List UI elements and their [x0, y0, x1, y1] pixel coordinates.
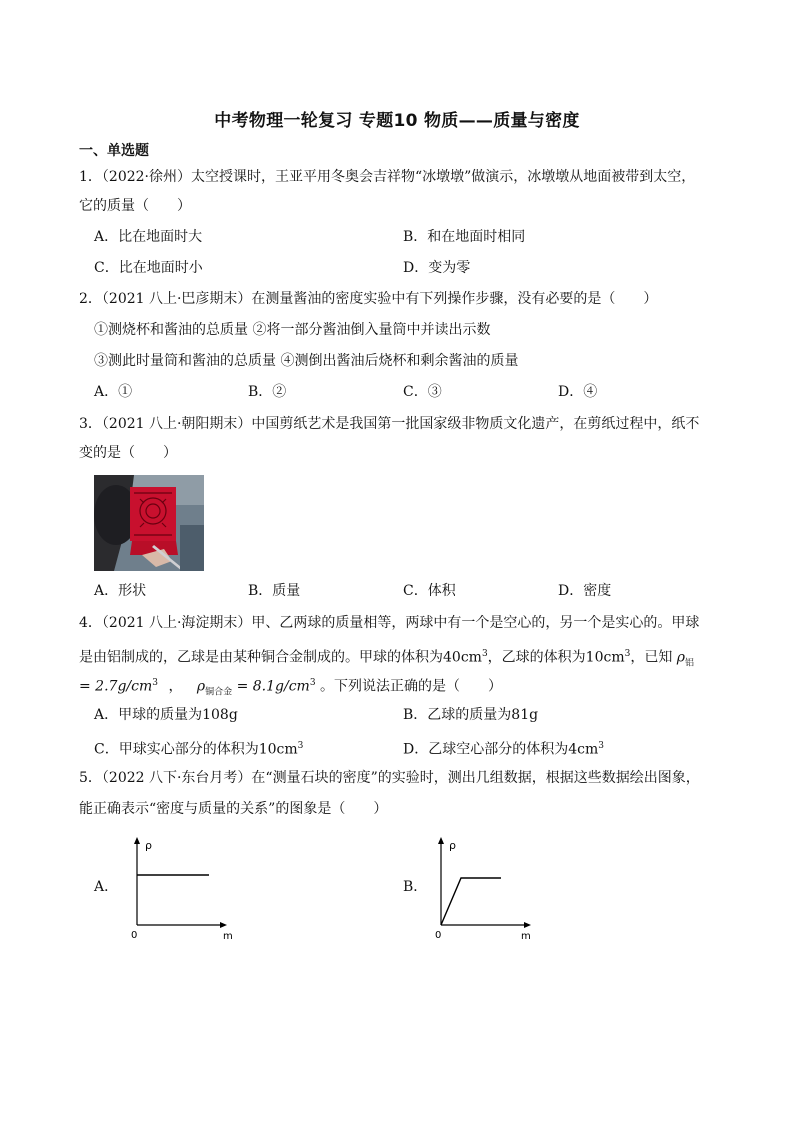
q4-option-c[interactable]	[94, 736, 303, 760]
q4-option-d-sup: 3	[598, 741, 604, 751]
q1-stem-line2: 它的质量（ ）	[79, 198, 191, 214]
q3-option-d[interactable]: D．密度	[558, 583, 612, 599]
x-axis-label: m	[521, 931, 531, 942]
q5-stem-line1: 5．（2022 八下·东台月考）在“测量石块的密度”的实验时，测出几组数据，根据这些数据绘出图象，	[79, 770, 700, 786]
q4-stem-line2	[79, 644, 719, 673]
x-axis-arrow	[524, 922, 531, 928]
q1-option-c[interactable]: C．比在地面时小	[94, 260, 203, 276]
q4-eq1: = 2.7g/cm	[79, 678, 153, 695]
q4-stem-line3: = $2.7g/cm^3$ ， $\rho_{铜合金} = 8.1g/cm^3$ 。下列说法正确的是（ ）	[79, 678, 503, 698]
q4-rho-al: ρ	[676, 649, 686, 666]
q3-option-a[interactable]: A．形状	[94, 583, 147, 599]
y-axis-arrow	[134, 837, 140, 844]
q3-option-c[interactable]: C．体积	[403, 583, 456, 599]
q4-option-c-sup: 3	[297, 741, 304, 751]
q4-option-d-text: D．乙球空心部分的体积为4cm	[403, 741, 599, 758]
y-axis-label: ρ	[449, 839, 456, 852]
q1-stem-line1: 1．（2022·徐州）太空授课时，王亚平用冬奥会吉祥物“冰墩墩”做演示，冰墩墩从地面被带到太空，	[79, 169, 696, 185]
q3-stem-line1: 3．（2021 八上·朝阳期末）中国剪纸艺术是我国第一批国家级非物质文化遗产，在剪纸过程中，纸不	[79, 416, 700, 432]
origin-label: 0	[435, 930, 442, 941]
q1-option-a[interactable]: A．比在地面时大	[94, 229, 203, 245]
y-axis-arrow	[438, 837, 444, 844]
paper-cutting-illustration	[94, 475, 204, 571]
q2-option-a[interactable]: A．①	[94, 384, 133, 400]
q2-stem-line1: 2．（2021 八上·巴彦期末）在测量酱油的密度实验中有下列操作步骤，没有必要的是（ ）	[79, 291, 658, 307]
q4-option-b[interactable]: B．乙球的质量为81g	[403, 707, 539, 723]
q4-sub-al: 铝	[685, 658, 695, 669]
origin-label: 0	[131, 930, 138, 941]
x-axis-arrow	[220, 922, 227, 928]
q1-option-b[interactable]: B．和在地面时相同	[403, 229, 526, 245]
q5-option-a-label[interactable]: A．	[94, 879, 119, 895]
q4-text-a: 是由铝制成的，乙球是由某种铜合金制成的。甲球的体积为40cm	[79, 649, 482, 666]
q4-text-c: ，已知	[630, 649, 673, 666]
q4-sup-c: 3	[152, 678, 158, 688]
q4-eq2: = 8.1g/cm	[236, 678, 310, 695]
paper-cutting-photo	[94, 475, 204, 571]
q1-option-d[interactable]: D．变为零	[403, 260, 471, 276]
q3-stem-line2: 变的是（ ）	[79, 445, 177, 461]
q4-sub-cu: 铜合金	[205, 687, 233, 698]
q4-stem-line1: 4．（2021 八上·海淀期末）甲、乙两球的质量相等，两球中有一个是空心的，另一个是实心的。甲球	[79, 615, 700, 631]
x-axis-label: m	[223, 931, 233, 942]
q2-option-b[interactable]: B．②	[248, 384, 287, 400]
q5-graph-b[interactable]	[429, 835, 539, 945]
q4-option-d[interactable]	[403, 736, 604, 760]
section-heading: 一、单选题	[79, 143, 149, 159]
q4-tail: 。下列说法正确的是（ ）	[320, 678, 503, 695]
q2-steps-line2: ③测此时量筒和酱油的总质量 ④测倒出酱油后烧杯和剩余酱油的质量	[94, 353, 519, 369]
q4-sup-a: 3	[481, 649, 488, 659]
density-curve	[441, 878, 501, 925]
q2-option-d[interactable]: D．④	[558, 384, 598, 400]
q5-option-b-label[interactable]: B．	[403, 879, 428, 895]
q5-graph-a[interactable]	[125, 835, 235, 945]
q4-sup-b: 3	[624, 649, 631, 659]
q4-sup-d: 3	[309, 678, 316, 688]
q2-steps-line1: ①测烧杯和酱油的总质量 ②将一部分酱油倒入量筒中并读出示数	[94, 322, 491, 338]
q4-option-a[interactable]: A．甲球的质量为108g	[94, 707, 238, 723]
q3-option-b[interactable]: B．质量	[248, 583, 301, 599]
q5-stem-line2: 能正确表示“密度与质量的关系”的图象是（ ）	[79, 801, 388, 817]
q4-rho-cu: ρ	[196, 678, 206, 695]
q4-option-c-text: C．甲球实心部分的体积为10cm	[94, 741, 298, 758]
y-axis-label: ρ	[145, 839, 152, 852]
q2-option-c[interactable]: C．③	[403, 384, 442, 400]
page-title: 中考物理一轮复习 专题10 物质——质量与密度	[214, 111, 580, 131]
q4-text-b: ，乙球的体积为10cm	[487, 649, 625, 666]
